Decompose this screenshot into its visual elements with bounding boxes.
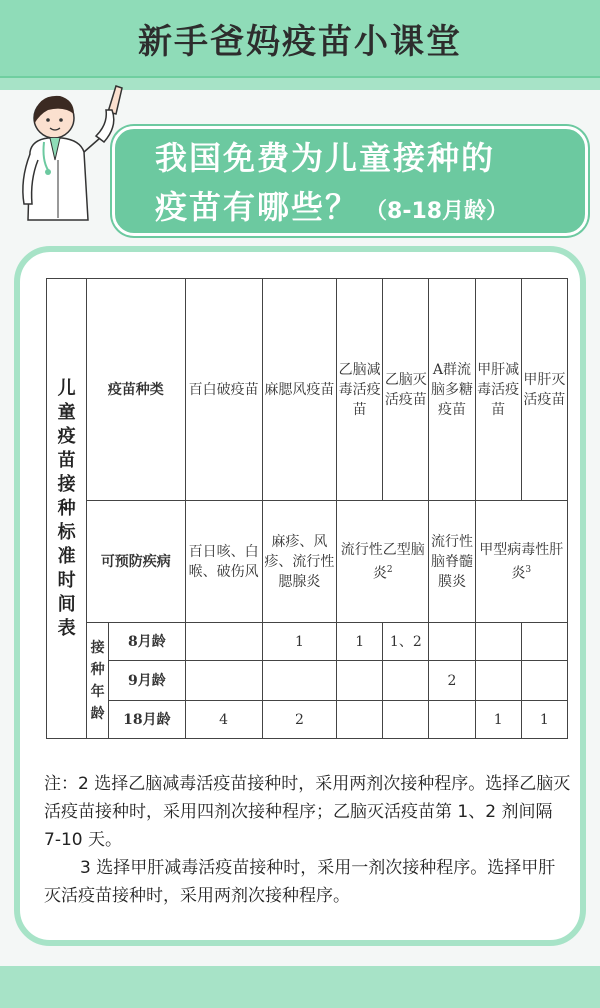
disease-hepa bbox=[475, 501, 567, 623]
dose-cell: 2 bbox=[262, 701, 336, 739]
disease-dtp: 百日咳、白喉、破伤风 bbox=[185, 501, 262, 623]
vaccine-je-inactivated: 乙脑灭活疫苗 bbox=[383, 279, 429, 501]
vaccine-dtp: 百白破疫苗 bbox=[185, 279, 262, 501]
dose-cell: 2 bbox=[429, 661, 475, 701]
table-title-text: 儿童疫苗接种标准时间表 bbox=[57, 377, 76, 639]
table-title bbox=[47, 279, 87, 739]
question-line-2-text: 疫苗有哪些？ bbox=[155, 188, 360, 226]
dose-cell bbox=[185, 661, 262, 701]
vaccine-hepa-inactivated: 甲肝灭活疫苗 bbox=[521, 279, 567, 501]
dose-cell: 1 bbox=[337, 623, 383, 661]
dose-cell: 1、2 bbox=[383, 623, 429, 661]
age-group-text: 接种年龄 bbox=[90, 639, 105, 722]
age-range: （8-18月龄） bbox=[365, 199, 509, 224]
footnote-2: 3 选择甲肝减毒活疫苗接种时，采用一剂次接种程序。选择甲肝灭活疫苗接种时，采用两剂次接种程序。 bbox=[44, 858, 556, 906]
vaccine-je-live: 乙脑减毒活疫苗 bbox=[337, 279, 383, 501]
dose-cell bbox=[337, 661, 383, 701]
header-band bbox=[0, 0, 600, 90]
vaccine-schedule-table bbox=[46, 278, 568, 739]
schedule-card bbox=[14, 246, 586, 946]
disease-je-text: 流行性乙型脑炎 bbox=[340, 541, 425, 582]
vaccine-type-row bbox=[47, 279, 568, 501]
dose-cell bbox=[429, 701, 475, 739]
disease-hepa-note: 3 bbox=[525, 564, 532, 575]
header-bar bbox=[0, 0, 600, 78]
age-18m: 18月龄 bbox=[109, 701, 185, 739]
disease-mmr: 麻疹、风疹、流行性腮腺炎 bbox=[262, 501, 336, 623]
page-title: 新手爸妈疫苗小课堂 bbox=[138, 21, 462, 62]
dose-cell bbox=[475, 661, 521, 701]
dose-cell bbox=[475, 623, 521, 661]
vaccine-hepa-live: 甲肝减毒活疫苗 bbox=[475, 279, 521, 501]
dose-cell: 1 bbox=[475, 701, 521, 739]
dose-cell: 4 bbox=[185, 701, 262, 739]
dose-cell bbox=[521, 661, 567, 701]
age-group-header bbox=[87, 623, 109, 739]
dose-cell bbox=[383, 661, 429, 701]
dose-cell: 1 bbox=[521, 701, 567, 739]
disease-mening: 流行性脑脊髓膜炎 bbox=[429, 501, 475, 623]
footnote-1: 注：2 选择乙脑减毒活疫苗接种时，采用两剂次接种程序。选择乙脑灭活疫苗接种时，采用四剂次接种程序；乙脑灭活疫苗第 1、2 剂间隔 7-10 天。 bbox=[44, 774, 571, 850]
disease-header: 可预防疾病 bbox=[87, 501, 185, 623]
dose-cell bbox=[337, 701, 383, 739]
dose-cell bbox=[383, 701, 429, 739]
dose-cell bbox=[429, 623, 475, 661]
footer-band bbox=[0, 966, 600, 1008]
disease-je bbox=[337, 501, 429, 623]
disease-hepa-text: 甲型病毒性肝炎 bbox=[479, 541, 564, 582]
age-9m: 9月龄 bbox=[109, 661, 185, 701]
vaccine-type-header: 疫苗种类 bbox=[87, 279, 185, 501]
table-row bbox=[47, 661, 568, 701]
age-8m: 8月龄 bbox=[109, 623, 185, 661]
question-banner bbox=[112, 126, 588, 236]
dose-cell bbox=[521, 623, 567, 661]
disease-row bbox=[47, 501, 568, 623]
disease-je-note: 2 bbox=[386, 564, 393, 575]
vaccine-mmr: 麻腮风疫苗 bbox=[262, 279, 336, 501]
dose-cell bbox=[262, 661, 336, 701]
question-line-1: 我国免费为儿童接种的 bbox=[155, 139, 496, 177]
dose-cell: 1 bbox=[262, 623, 336, 661]
vaccine-mening-a: A群流脑多糖疫苗 bbox=[429, 279, 475, 501]
table-row bbox=[47, 623, 568, 661]
table-row bbox=[47, 701, 568, 739]
footnotes bbox=[44, 770, 572, 910]
question-line-2 bbox=[155, 183, 565, 236]
dose-cell bbox=[185, 623, 262, 661]
